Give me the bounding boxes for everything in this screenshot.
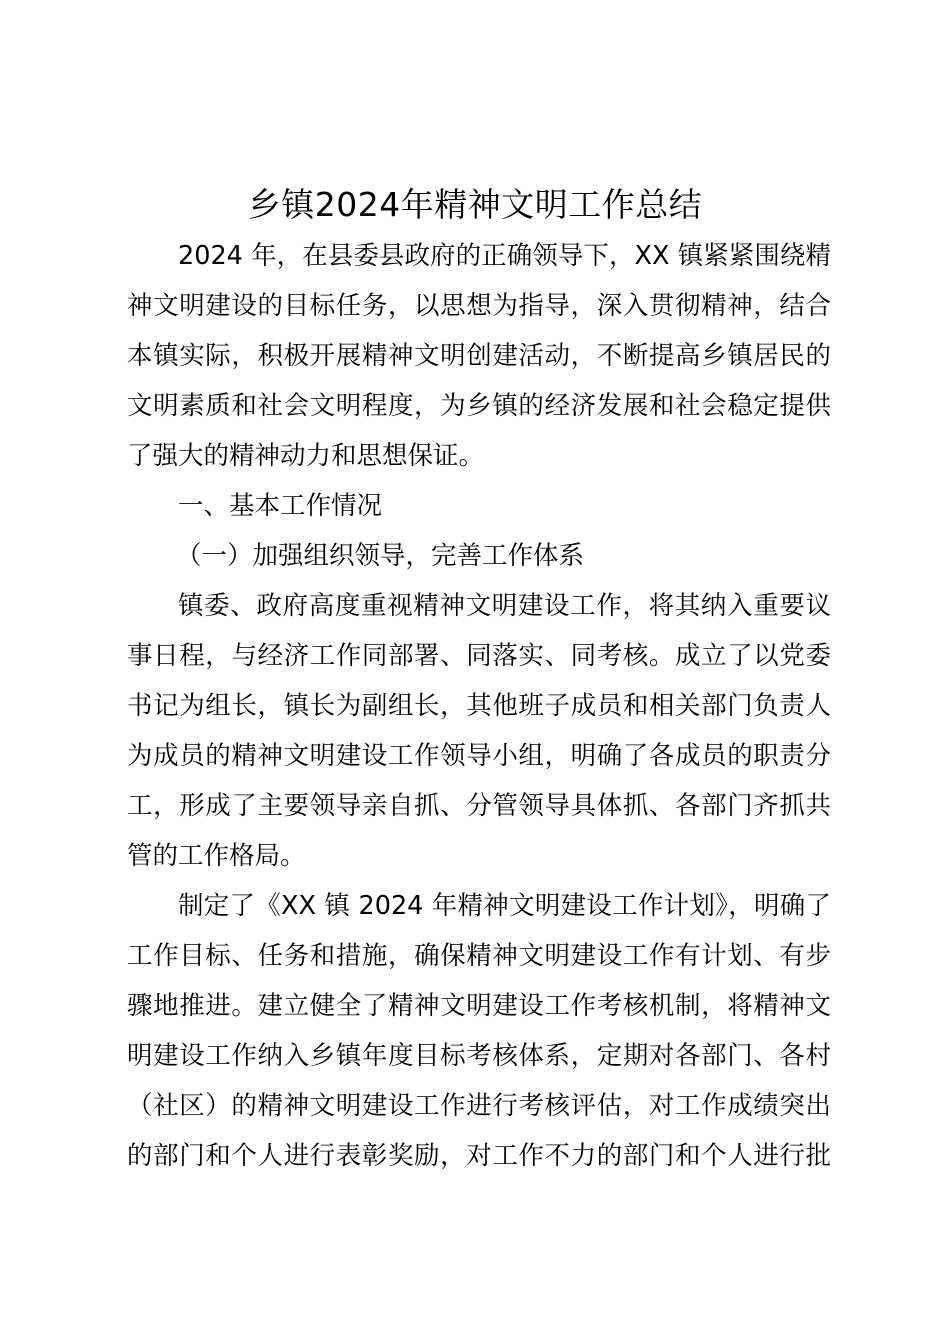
- paragraph-1-line-2: 神文明建设的目标任务，以思想为指导，深入贯彻精神，结合: [127, 291, 831, 321]
- paragraph-1-line-1: 2024 年，在县委县政府的正确领导下，XX 镇紧紧围绕精: [178, 241, 831, 271]
- paragraph-1-line-3: 本镇实际，积极开展精神文明创建活动，不断提高乡镇居民的: [127, 341, 831, 371]
- paragraph-3-line-2: 工作目标、任务和措施，确保精神文明建设工作有计划、有步: [127, 941, 831, 971]
- subsection-heading-1: （一）加强组织领导，完善工作体系: [176, 541, 585, 571]
- paragraph-3-line-5: （社区）的精神文明建设工作进行考核评估，对工作成绩突出: [127, 1091, 831, 1121]
- paragraph-3-line-6: 的部门和个人进行表彰奖励，对工作不力的部门和个人进行批: [127, 1141, 831, 1171]
- paragraph-3-line-3: 骤地推进。建立健全了精神文明建设工作考核机制，将精神文: [127, 991, 831, 1021]
- paragraph-2-line-6: 管的工作格局。: [127, 841, 306, 871]
- paragraph-2-line-5: 工，形成了主要领导亲自抓、分管领导具体抓、各部门齐抓共: [127, 791, 831, 821]
- paragraph-1-line-5: 了强大的精神动力和思想保证。: [127, 441, 485, 471]
- paragraph-3-line-4: 明建设工作纳入乡镇年度目标考核体系，定期对各部门、各村: [127, 1041, 831, 1071]
- paragraph-2-line-2: 事日程，与经济工作同部署、同落实、同考核。成立了以党委: [127, 641, 831, 671]
- paragraph-2-line-3: 书记为组长，镇长为副组长，其他班子成员和相关部门负责人: [127, 691, 831, 721]
- section-heading-1: 一、基本工作情况: [178, 491, 383, 521]
- document-title: 乡镇2024年精神文明工作总结: [247, 185, 703, 224]
- paragraph-3-line-1: 制定了《XX 镇 2024 年精神文明建设工作计划》，明确了: [178, 891, 831, 921]
- paragraph-2-line-1: 镇委、政府高度重视精神文明建设工作，将其纳入重要议: [178, 591, 831, 621]
- paragraph-2-line-4: 为成员的精神文明建设工作领导小组，明确了各成员的职责分: [127, 741, 831, 771]
- paragraph-1-line-4: 文明素质和社会文明程度，为乡镇的经济发展和社会稳定提供: [127, 391, 831, 421]
